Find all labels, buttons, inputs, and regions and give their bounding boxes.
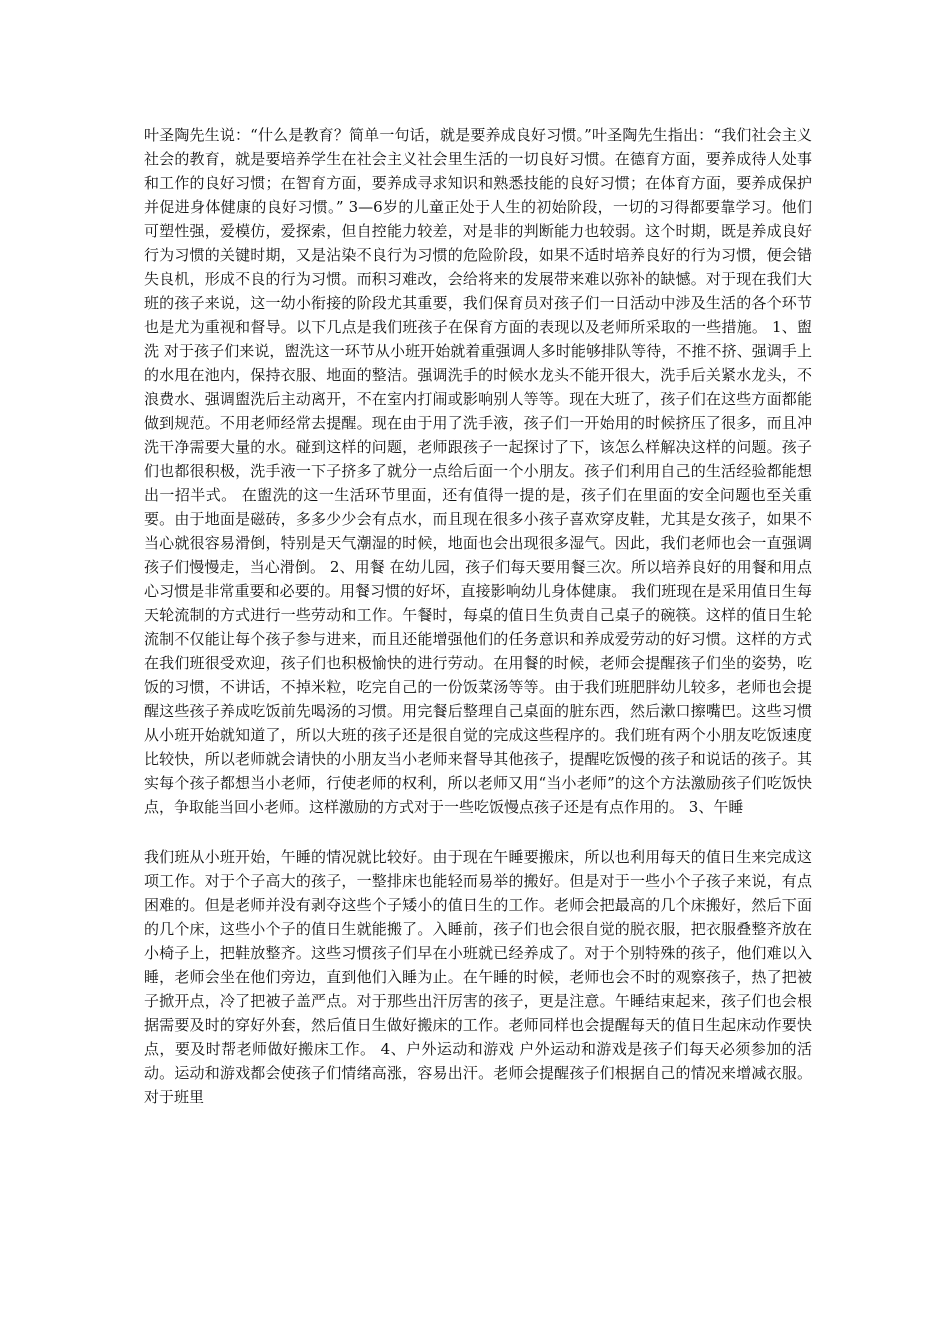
document-page xyxy=(144,123,812,1109)
paragraph-2: 我们班从小班开始，午睡的情况就比较好。由于现在午睡要搬床，所以也利用每天的值日生来完成这项工作。对于个子高大的孩子，一整排床也能轻而易举的搬好。但是对于一些小个子孩子来说，有点困难的。但是老师并没有剥夺这些个子矮小的值日生的工作。老师会把最高的几个床搬好，然后下面的几个床，这些小个子的值日生就能搬了。入睡前，孩子们也会很自觉的脱衣服，把衣服叠整齐放在小椅子上，把鞋放整齐。这些习惯孩子们早在小班就已经养成了。对于个别特殊的孩子，他们难以入睡，老师会坐在他们旁边，直到他们入睡为止。在午睡的时候，老师也会不时的观察孩子，热了把被子掀开点，冷了把被子盖严点。对于那些出汗厉害的孩子，更是注意。午睡结束起来，孩子们也会根据需要及时的穿好外套，然后值日生做好搬床的工作。老师同样也会提醒每天的值日生起床动作要快点，要及时帮老师做好搬床工作。 4、户外运动和游戏 户外运动和游戏是孩子们每天必须参加的活动。运动和游戏都会使孩子们情绪高涨，容易出汗。老师会提醒孩子们根据自己的情况来增减衣服。对于班里 xyxy=(144,848,812,1106)
paragraph-1: 叶圣陶先生说：“什么是教育？简单一句话，就是要养成良好习惯。”叶圣陶先生指出：“我们社会主义社会的教育，就是要培养学生在社会主义社会里生活的一切良好习惯。在德育方面，要养成待人处事和工作的良好习惯；在智育方面，要养成寻求知识和熟悉技能的良好习惯；在体育方面，要养成保护并促进身体健康的良好习惯。” 3—6岁的儿童正处于人生的初始阶段，一切的习得都要靠学习。他们可塑性强，爱模仿，爱探索，但自控能力较差，对是非的判断能力也较弱。这个时期，既是养成良好行为习惯的关键时期，又是沾染不良行为习惯的危险阶段，如果不适时培养良好的行为习惯，便会错失良机，形成不良的行为习惯。而积习难改，会给将来的发展带来难以弥补的缺憾。对于现在我们大班的孩子来说，这一幼小衔接的阶段尤其重要，我们保育员对孩子们一日活动中涉及生活的各个环节也是尤为重视和督导。以下几点是我们班孩子在保育方面的表现以及老师所采取的一些措施。 1、盥洗 对于孩子们来说，盥洗这一环节从小班开始就着重强调人多时能够排队等待，不推不挤、强调手上的水甩在池内，保持衣服、地面的整洁。强调洗手的时候水龙头不能开很大，洗手后关紧水龙头，不浪费水、强调盥洗后主动离开，不在室内打闹或影响别人等等。现在大班了，孩子们在这些方面都能做到规范。不用老师经常去提醒。现在由于用了洗手液，孩子们一开始用的时候挤压了很多，而且冲洗干净需要大量的水。碰到这样的问题，老师跟孩子一起探讨了下，该怎么样解决这样的问题。孩子们也都很积极，洗手液一下子挤多了就分一点给后面一个小朋友。孩子们利用自己的生活经验都能想出一招半式。 在盥洗的这一生活环节里面，还有值得一提的是，孩子们在里面的安全问题也至关重要。由于地面是磁砖，多多少少会有点水，而且现在很多小孩子喜欢穿皮鞋，尤其是女孩子，如果不当心就很容易滑倒，特别是天气潮湿的时候，地面也会出现很多湿气。因此，我们老师也会一直强调孩子们慢慢走，当心滑倒。 2、用餐 在幼儿园，孩子们每天要用餐三次。所以培养良好的用餐和用点心习惯是非常重要和必要的。用餐习惯的好坏，直接影响幼儿身体健康。 我们班现在是采用值日生每天轮流制的方式进行一些劳动和工作。午餐时，每桌的值日生负责自己桌子的碗筷。这样的值日生轮流制不仅能让每个孩子参与进来，而且还能增强他们的任务意识和养成爱劳动的好习惯。这样的方式在我们班很受欢迎，孩子们也积极愉快的进行劳动。在用餐的时候，老师会提醒孩子们坐的姿势，吃饭的习惯，不讲话，不掉米粒，吃完自己的一份饭菜汤等等。由于我们班肥胖幼儿较多，老师也会提醒这些孩子养成吃饭前先喝汤的习惯。用完餐后整理自己桌面的脏东西，然后漱口擦嘴巴。这些习惯从小班开始就知道了，所以大班的孩子还是很自觉的完成这些程序的。我们班有两个小朋友吃饭速度比较快，所以老师就会请快的小朋友当小老师来督导其他孩子，提醒吃饭慢的孩子和说话的孩子。其实每个孩子都想当小老师，行使老师的权利，所以老师又用“当小老师”的这个方法激励孩子们吃饭快点，争取能当回小老师。这样激励的方式对于一些吃饭慢点孩子还是有点作用的。 3、午睡 xyxy=(144,126,812,816)
